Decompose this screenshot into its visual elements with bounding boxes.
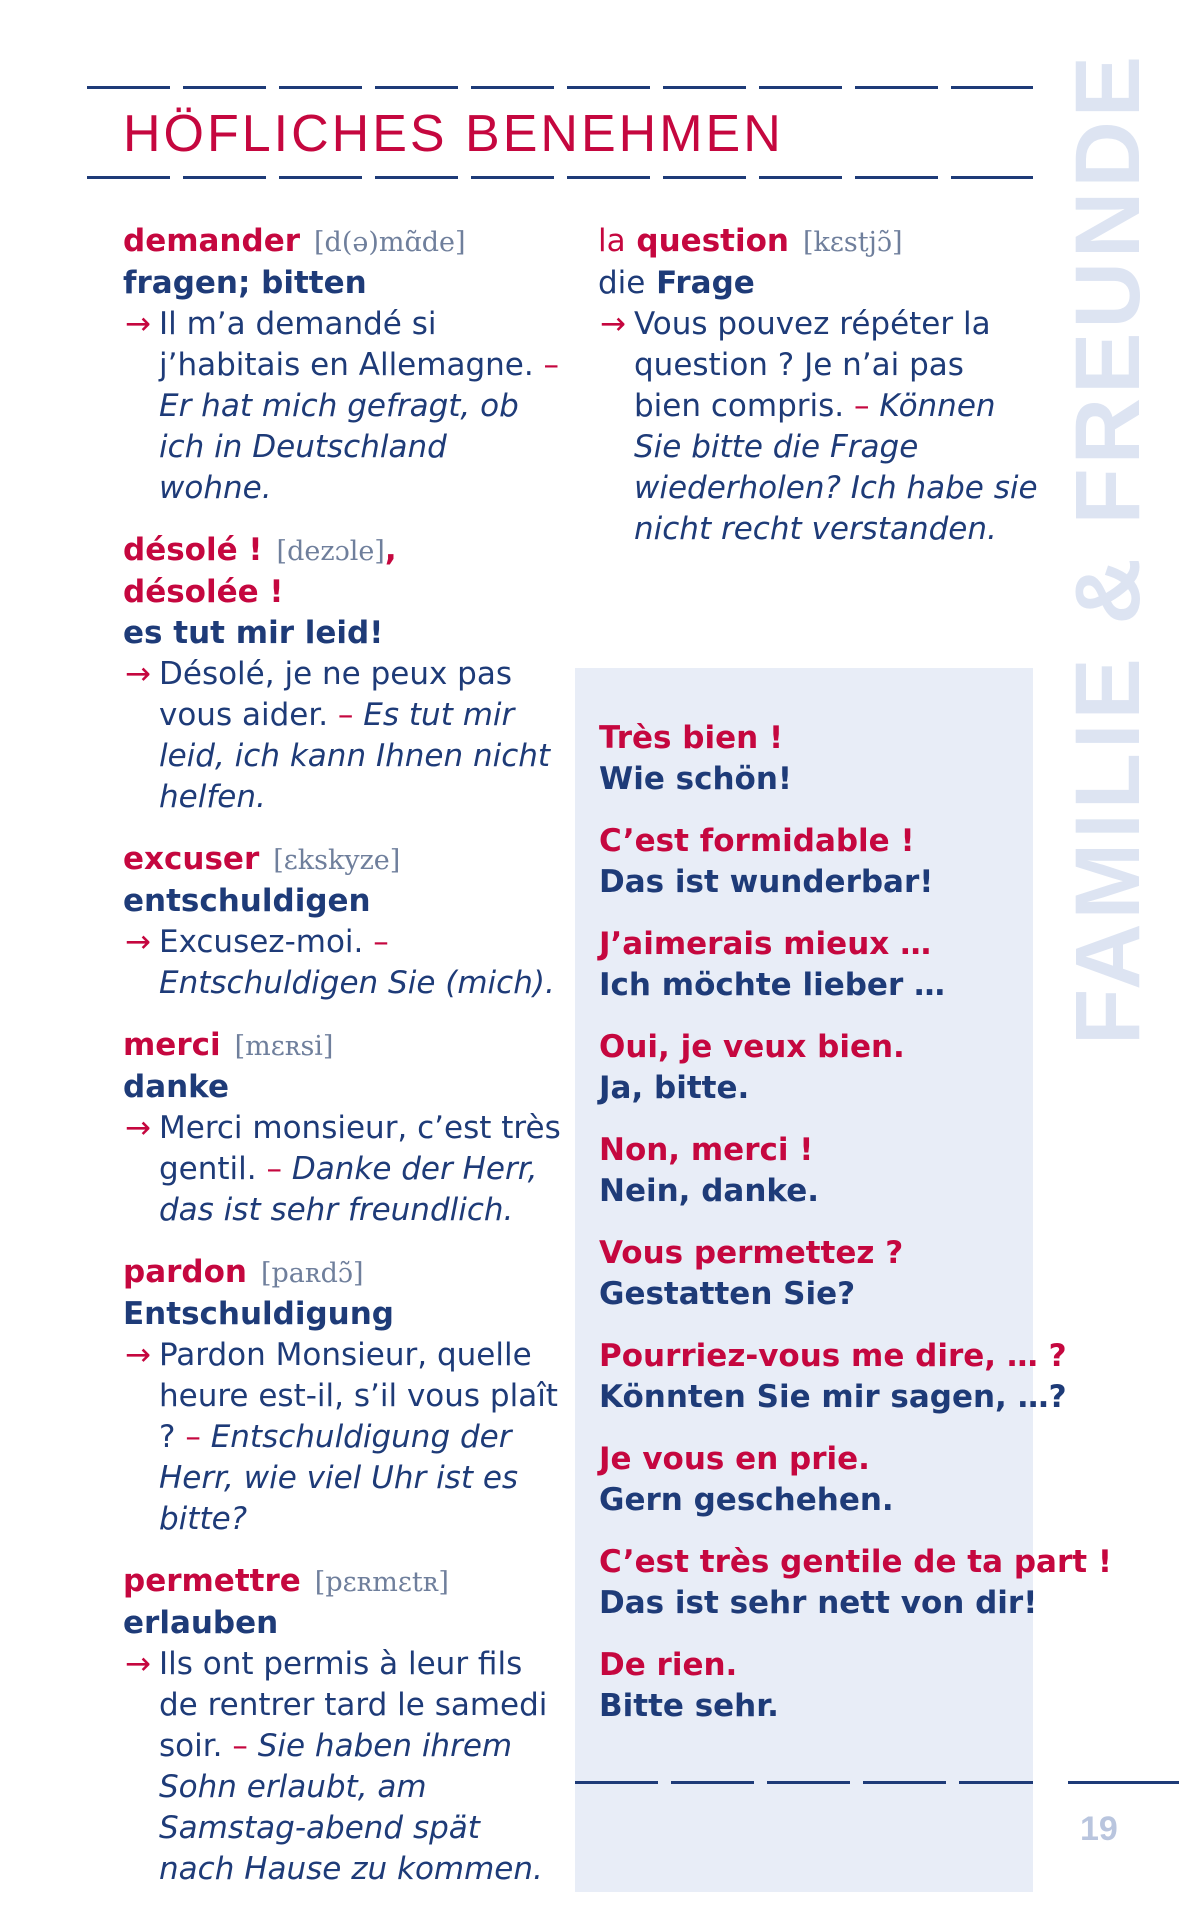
phrase-french: J’aimerais mieux … <box>599 926 932 962</box>
french-headword: désolé ! [dezɔle], <box>123 532 397 568</box>
phrase-german: Gern geschehen. <box>599 1482 894 1518</box>
phrase-item <box>599 1336 1067 1418</box>
phrase-item <box>599 1233 1029 1315</box>
phrase-item <box>599 1645 1029 1727</box>
example-french: Ils ont permis à leur fils de rentrer tard le samedi soir. <box>159 1646 548 1764</box>
example-french: Excusez-moi. <box>159 924 364 960</box>
phonetic-transcription: [kɛstjɔ̃] <box>802 227 903 258</box>
arrow-right-icon: → <box>125 1337 151 1373</box>
example-german: Es tut mir leid, ich kann Ihnen nicht helfen. <box>159 697 551 815</box>
phrase-french: Vous permettez ? <box>599 1235 904 1271</box>
title-rule-bottom <box>87 176 1033 179</box>
phrase-french: Très bien ! <box>599 720 784 756</box>
phrase-item <box>599 1542 1112 1624</box>
phrase-french: Oui, je veux bien. <box>599 1029 905 1065</box>
phonetic-transcription: [paʀdɔ̃] <box>260 1258 364 1289</box>
vocab-entry-permettre <box>123 1561 563 1890</box>
example-sentence: → Désolé, je ne peux pas vous aider. – Es tut mir leid, ich kann Ihnen nicht helfen. <box>125 656 551 815</box>
phonetic-transcription: [d(ə)mɑ̃de] <box>314 227 466 258</box>
phrase-item <box>599 821 1029 903</box>
phonetic-transcription: [dezɔle] <box>276 536 385 567</box>
phrase-item <box>599 1439 1029 1521</box>
french-headword: excuser [ɛkskyze] <box>123 841 401 877</box>
vocab-entry-demander <box>123 221 563 509</box>
arrow-right-icon: → <box>125 924 151 960</box>
phrase-list <box>599 718 1112 1748</box>
french-headword-feminine: désolée ! <box>123 574 284 610</box>
french-article: la <box>598 223 626 259</box>
phrase-french: Je vous en prie. <box>599 1441 870 1477</box>
phrase-german: Nein, danke. <box>599 1173 819 1209</box>
arrow-right-icon: → <box>600 306 626 342</box>
phrase-item <box>599 1027 1029 1109</box>
phrase-german: Das ist sehr nett von dir! <box>599 1585 1038 1621</box>
arrow-right-icon: → <box>125 306 151 342</box>
phrase-french: De rien. <box>599 1647 738 1683</box>
phrase-french: Pourriez-vous me dire, … ? <box>599 1338 1067 1374</box>
phrase-german: Könnten Sie mir sagen, …? <box>599 1379 1067 1415</box>
example-german: Entschuldigen Sie (mich). <box>159 965 555 1001</box>
example-french: Désolé, je ne peux pas vous aider. <box>159 656 512 733</box>
german-translation: entschuldigen <box>123 883 371 919</box>
phrase-item <box>599 924 1029 1006</box>
phonetic-transcription: [ɛkskyze] <box>273 845 401 876</box>
example-french: Pardon Monsieur, quelle heure est-il, s’il vous plaît ? <box>159 1337 558 1455</box>
vocab-column-right <box>598 221 1038 571</box>
phonetic-transcription: [mɛʀsi] <box>234 1031 334 1062</box>
vocab-entry-desole <box>123 530 563 818</box>
example-german: Entschuldigung der Herr, wie viel Uhr ist es bitte? <box>159 1419 519 1537</box>
title-rule-top <box>87 86 1033 89</box>
phrase-german: Bitte sehr. <box>599 1688 779 1724</box>
phrase-french: Non, merci ! <box>599 1132 814 1168</box>
phrase-box-rule <box>575 1781 1033 1784</box>
french-headword: permettre [pɛʀmɛtʀ] <box>123 1563 449 1599</box>
vocab-column-left <box>123 221 563 1911</box>
arrow-right-icon: → <box>125 1110 151 1146</box>
vocab-entry-pardon <box>123 1252 563 1540</box>
german-translation: erlauben <box>123 1605 279 1641</box>
example-sentence: → Ils ont permis à leur fils de rentrer tard le samedi soir. – Sie haben ihrem Sohn erlaubt, am Samstag-abend spät nach Hause zu kommen. <box>125 1646 548 1887</box>
example-german: Können Sie bitte die Frage wiederholen? Ich habe sie nicht recht verstanden. <box>634 388 1038 547</box>
phrase-german: Gestatten Sie? <box>599 1276 856 1312</box>
german-translation: es tut mir leid! <box>123 615 384 651</box>
example-french: Merci monsieur, c’est très gentil. <box>159 1110 561 1187</box>
example-sentence: → Merci monsieur, c’est très gentil. – Danke der Herr, das ist sehr freundlich. <box>125 1110 561 1228</box>
german-translation: danke <box>123 1069 229 1105</box>
german-translation: fragen; bitten <box>123 265 367 301</box>
page-number: 19 <box>1080 1810 1118 1848</box>
example-french: Il m’a demandé si j’habitais en Allemagne. <box>159 306 534 383</box>
arrow-right-icon: → <box>125 656 151 692</box>
example-sentence: → Excusez-moi. – Entschuldigen Sie (mich). <box>125 924 555 1001</box>
phrase-item <box>599 1130 1029 1212</box>
german-translation: Entschuldigung <box>123 1296 394 1332</box>
phrase-french: C’est formidable ! <box>599 823 915 859</box>
phrase-german: Das ist wunderbar! <box>599 864 934 900</box>
example-french: Vous pouvez répéter la question ? Je n’ai pas bien compris. <box>634 306 991 424</box>
french-headword: la question [kɛstjɔ̃] <box>598 223 903 259</box>
example-sentence: → Pardon Monsieur, quelle heure est-il, s’il vous plaît ? – Entschuldigung der Herr, wie viel Uhr ist es bitte? <box>125 1337 558 1537</box>
vocab-entry-merci <box>123 1025 563 1231</box>
german-article: die <box>598 265 646 301</box>
phrase-french: C’est très gentile de ta part ! <box>599 1544 1112 1580</box>
example-sentence: → Il m’a demandé si j’habitais en Allemagne. – Er hat mich gefragt, ob ich in Deutschland wohne. <box>125 306 560 506</box>
page-number-rule <box>1068 1781 1179 1784</box>
example-german: Er hat mich gefragt, ob ich in Deutschland wohne. <box>159 388 519 506</box>
phrase-german: Wie schön! <box>599 761 793 797</box>
french-headword: demander [d(ə)mɑ̃de] <box>123 223 466 259</box>
phrase-item <box>599 718 1029 800</box>
example-german: Danke der Herr, das ist sehr freundlich. <box>159 1151 538 1228</box>
french-headword: pardon [paʀdɔ̃] <box>123 1254 364 1290</box>
german-translation: die Frage <box>598 265 755 301</box>
arrow-right-icon: → <box>125 1646 151 1682</box>
section-title-vertical: FAMILIE & FREUNDE <box>1057 51 1159 1045</box>
example-sentence: → Vous pouvez répéter la question ? Je n’ai pas bien compris. – Können Sie bitte die Frage wiederholen? Ich habe sie nicht recht verstanden. <box>600 306 1038 547</box>
phrase-german: Ja, bitte. <box>599 1070 750 1106</box>
example-german: Sie haben ihrem Sohn erlaubt, am Samstag-abend spät nach Hause zu kommen. <box>159 1728 543 1887</box>
french-headword: merci [mɛʀsi] <box>123 1027 334 1063</box>
vocab-entry-excuser <box>123 839 563 1004</box>
vocab-entry-question <box>598 221 1038 550</box>
phonetic-transcription: [pɛʀmɛtʀ] <box>314 1567 449 1598</box>
phrase-german: Ich möchte lieber … <box>599 967 946 1003</box>
page-title: HÖFLICHES BENEHMEN <box>123 105 784 163</box>
